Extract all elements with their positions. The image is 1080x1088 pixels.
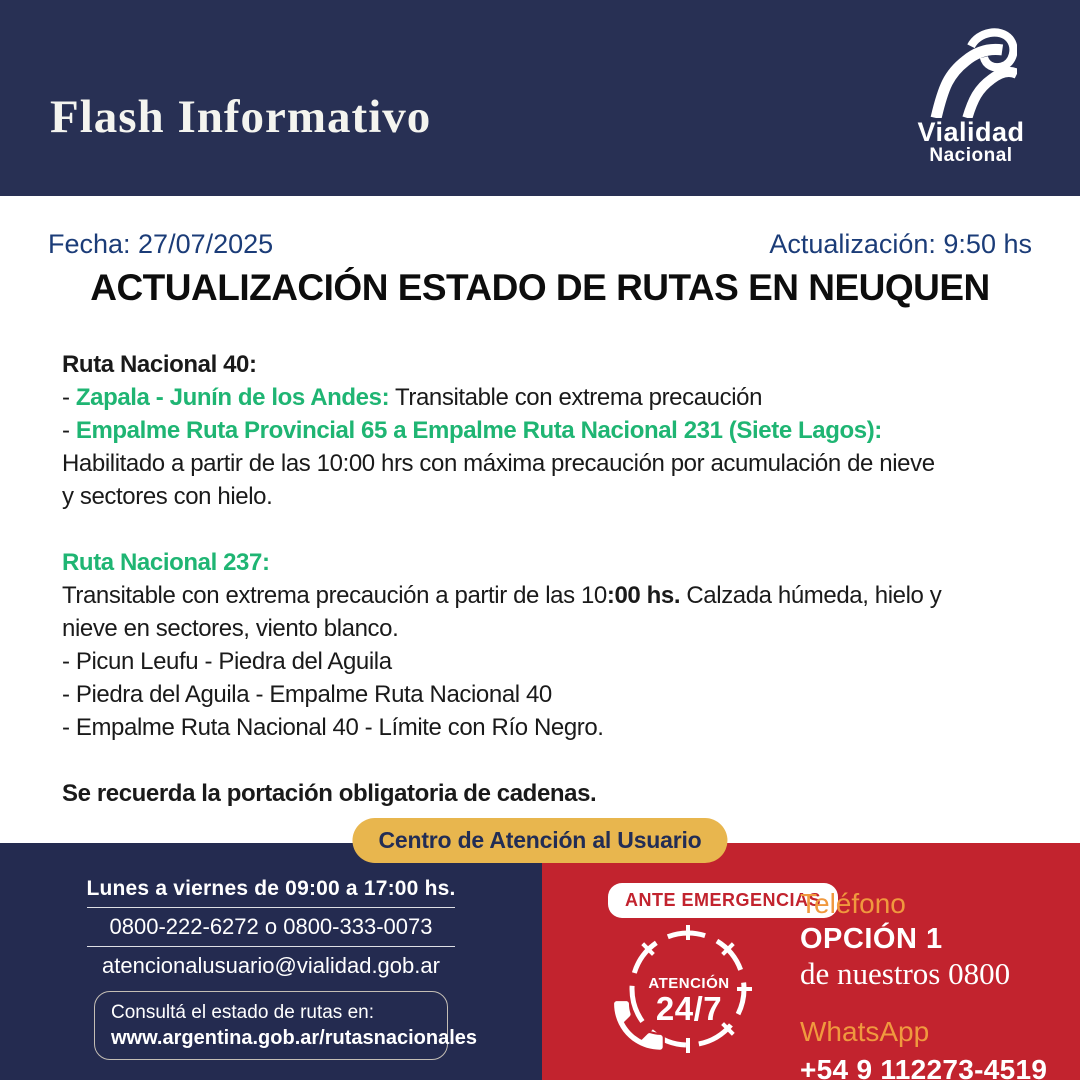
route-40-segment-1-status: Transitable con extrema precaución (389, 384, 763, 411)
route-237-heading: Ruta Nacional 237: (62, 549, 270, 576)
clock-caption: ATENCIÓN (648, 975, 730, 992)
divider (87, 907, 455, 908)
whatsapp-number: +54 9 112273-4519 (800, 1054, 1048, 1085)
routes-status-text (48, 348, 1032, 810)
main-title: ACTUALIZACIÓN ESTADO DE RUTAS EN NEUQUEN (90, 267, 990, 308)
contact-email: atencionalusuario@vialidad.gob.ar (102, 953, 440, 978)
route-40-heading: Ruta Nacional 40: (62, 351, 257, 378)
vialidad-nacional-logo (906, 26, 1036, 166)
attention-24-7-clock-icon (604, 919, 756, 1071)
clock-24-7: 24/7 (655, 990, 723, 1027)
page-title: Flash Informativo (50, 91, 432, 143)
divider (87, 946, 455, 947)
header-band (0, 0, 1080, 196)
route-237-tramo-2: - Piedra del Aguila - Empalme Ruta Nacional 40 (62, 681, 552, 708)
route-237-status-line2: nieve en sectores, viento blanco. (62, 615, 399, 642)
routes-website-url: www.argentina.gob.ar/rutasnacionales (111, 1027, 478, 1049)
report-date: Fecha: 27/07/2025 (48, 229, 274, 259)
phone-option: OPCIÓN 1 (800, 923, 943, 955)
phone-option-detail: de nuestros 0800 (800, 956, 1011, 991)
status-text: Transitable con extrema precaución a partir de las 10 (62, 582, 607, 609)
logo-wordmark-line1: Vialidad (917, 117, 1025, 147)
status-text: Calzada húmeda, hielo y (680, 582, 942, 609)
route-237-tramo-1: - Picun Leufu - Piedra del Aguila (62, 648, 392, 675)
service-center-badge: Centro de Atención al Usuario (352, 818, 727, 863)
chains-reminder: Se recuerda la portación obligatoria de cadenas. (62, 780, 597, 807)
vialidad-roads-swoosh-icon (906, 26, 1036, 118)
phone-label: Teléfono (800, 888, 906, 919)
dash: - (62, 417, 76, 444)
route-40-segment-2-name: Empalme Ruta Provincial 65 a Empalme Ruta Nacional 231 (Siete Lagos): (75, 417, 882, 444)
emergency-contact-details (800, 887, 1070, 1088)
route-237-status-line1 (62, 579, 1032, 612)
office-hours: Lunes a viernes de 09:00 a 17:00 hs. (86, 877, 456, 900)
report-body (0, 196, 1080, 810)
emergency-badge: ANTE EMERGENCIAS (608, 883, 838, 918)
route-237-tramo-3: - Empalme Ruta Nacional 40 - Límite con Río Negro. (62, 714, 604, 741)
route-40-segment-1-name: Zapala - Junín de los Andes: (75, 384, 390, 411)
route-40-segment-2-status-line1: Habilitado a partir de las 10:00 hrs con máxima precaución por acumulación de nieve (62, 450, 935, 477)
dash: - (62, 384, 76, 411)
footer (0, 843, 1080, 1085)
meta-row (48, 196, 1032, 260)
route-40-segment-2 (62, 414, 1032, 447)
whatsapp-label: WhatsApp (800, 1016, 930, 1047)
route-40-segment-2-status-line2: y sectores con hielo. (62, 483, 273, 510)
route-40-segment-1 (62, 381, 1032, 414)
report-update-time: Actualización: 9:50 hs (769, 229, 1032, 259)
footer-contact-panel (0, 843, 542, 1080)
footer-emergency-panel (542, 843, 1080, 1085)
routes-website-caption: Consultá el estado de rutas en: (111, 1002, 375, 1023)
routes-website-box (94, 991, 478, 1060)
status-time-bold: :00 hs. (606, 582, 681, 609)
logo-wordmark-line2: Nacional (929, 145, 1013, 166)
toll-free-phones: 0800-222-6272 o 0800-333-0073 (109, 914, 433, 939)
